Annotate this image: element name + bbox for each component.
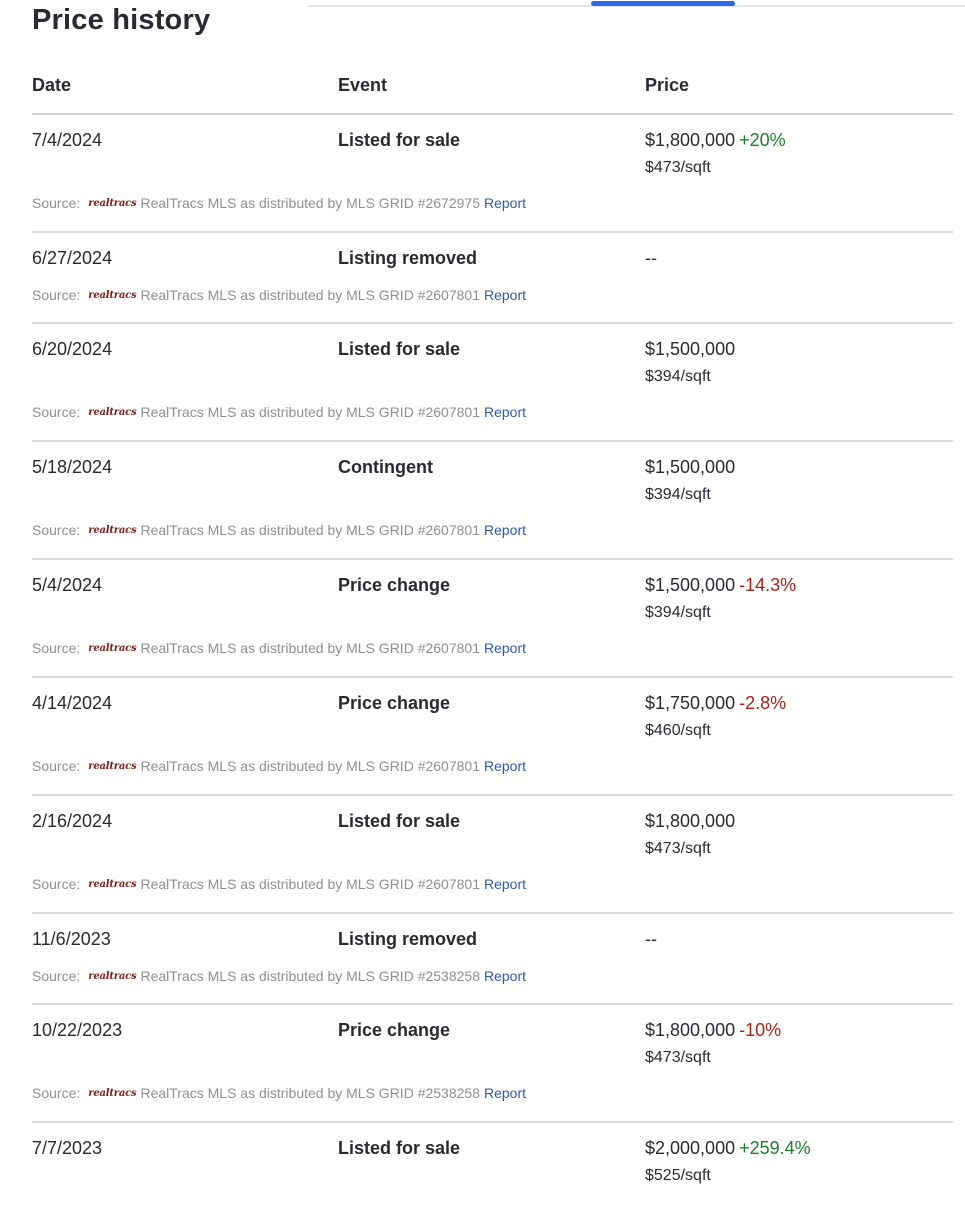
row-price: $1,750,000 <box>645 693 736 713</box>
table-row <box>32 115 953 233</box>
page-title: Price history <box>32 4 211 36</box>
row-event: Listed for sale <box>338 130 461 150</box>
row-price-cell <box>645 575 796 596</box>
row-price: $1,800,000 <box>645 1020 736 1040</box>
row-price-per-sqft: $460/sqft <box>645 722 711 739</box>
report-link[interactable]: Report <box>483 195 527 211</box>
row-date: 2/16/2024 <box>32 811 113 831</box>
row-event: Contingent <box>338 457 433 477</box>
row-date: 7/7/2023 <box>32 1138 103 1158</box>
row-source <box>32 404 526 420</box>
row-source <box>32 195 526 211</box>
row-price-per-sqft: $394/sqft <box>645 486 711 503</box>
row-event: Listing removed <box>338 248 478 268</box>
realtracs-logo-icon: realtracs <box>88 878 137 890</box>
row-date: 10/22/2023 <box>32 1020 123 1040</box>
row-date: 5/18/2024 <box>32 457 113 477</box>
source-prefix: Source: <box>32 640 81 656</box>
row-event: Price change <box>338 693 451 713</box>
row-event: Price change <box>338 1020 451 1040</box>
row-price-per-sqft: $394/sqft <box>645 604 711 621</box>
row-date: 6/27/2024 <box>32 248 113 268</box>
source-text: RealTracs MLS as distributed by MLS GRID #2672975 <box>140 195 480 211</box>
row-price: $1,800,000 <box>645 811 736 831</box>
row-price: $2,000,000 <box>645 1138 736 1158</box>
row-price-change: -14.3% <box>739 575 797 595</box>
row-price: $1,500,000 <box>645 575 736 595</box>
row-event: Listed for sale <box>338 339 461 359</box>
row-price-cell <box>645 1138 811 1159</box>
table-row <box>32 233 953 324</box>
column-header-date: Date <box>32 75 72 95</box>
row-price-cell <box>645 248 657 269</box>
row-price-per-sqft: $473/sqft <box>645 159 711 176</box>
column-header-price: Price <box>645 75 690 95</box>
source-prefix: Source: <box>32 758 81 774</box>
source-text: RealTracs MLS as distributed by MLS GRID #2538258 <box>140 968 480 984</box>
row-price-cell <box>645 1020 781 1041</box>
price-history-table <box>32 60 953 1213</box>
realtracs-logo-icon: realtracs <box>88 197 137 209</box>
source-prefix: Source: <box>32 287 81 303</box>
report-link[interactable]: Report <box>483 640 527 656</box>
source-text: RealTracs MLS as distributed by MLS GRID #2607801 <box>140 758 480 774</box>
row-price: $1,500,000 <box>645 339 736 359</box>
row-source <box>32 758 526 774</box>
source-text: RealTracs MLS as distributed by MLS GRID #2607801 <box>140 876 480 892</box>
realtracs-logo-icon: realtracs <box>88 406 137 418</box>
row-price-cell <box>645 693 786 714</box>
row-date: 5/4/2024 <box>32 575 103 595</box>
row-price: -- <box>645 929 657 949</box>
active-tab-indicator <box>591 1 735 6</box>
source-prefix: Source: <box>32 404 81 420</box>
source-text: RealTracs MLS as distributed by MLS GRID #2607801 <box>140 287 480 303</box>
row-price-per-sqft: $525/sqft <box>645 1167 711 1184</box>
report-link[interactable]: Report <box>483 876 527 892</box>
table-row <box>32 560 953 678</box>
row-source <box>32 640 526 656</box>
row-price-change: -10% <box>739 1020 782 1040</box>
row-price-cell <box>645 929 657 950</box>
row-source <box>32 522 526 538</box>
realtracs-logo-icon: realtracs <box>88 642 137 654</box>
report-link[interactable]: Report <box>483 287 527 303</box>
row-event: Listed for sale <box>338 811 461 831</box>
source-prefix: Source: <box>32 195 81 211</box>
row-price-change: +20% <box>739 130 786 150</box>
row-price-per-sqft: $473/sqft <box>645 840 711 857</box>
row-price: -- <box>645 248 657 268</box>
row-price-change: +259.4% <box>739 1138 811 1158</box>
row-source <box>32 287 526 303</box>
table-row <box>32 442 953 560</box>
row-event: Listed for sale <box>338 1138 461 1158</box>
source-prefix: Source: <box>32 522 81 538</box>
row-price-cell <box>645 130 786 151</box>
table-row <box>32 914 953 1005</box>
realtracs-logo-icon: realtracs <box>88 289 137 301</box>
report-link[interactable]: Report <box>483 1085 527 1101</box>
row-date: 7/4/2024 <box>32 130 103 150</box>
realtracs-logo-icon: realtracs <box>88 524 137 536</box>
row-date: 11/6/2023 <box>32 929 111 949</box>
row-date: 6/20/2024 <box>32 339 113 359</box>
source-text: RealTracs MLS as distributed by MLS GRID #2538258 <box>140 1085 480 1101</box>
realtracs-logo-icon: realtracs <box>88 760 137 772</box>
row-event: Listing removed <box>338 929 478 949</box>
source-text: RealTracs MLS as distributed by MLS GRID #2607801 <box>140 640 480 656</box>
row-price-per-sqft: $394/sqft <box>645 368 711 385</box>
row-price-per-sqft: $473/sqft <box>645 1049 711 1066</box>
row-date: 4/14/2024 <box>32 693 113 713</box>
report-link[interactable]: Report <box>483 758 527 774</box>
row-price: $1,800,000 <box>645 130 736 150</box>
table-row <box>32 1005 953 1123</box>
row-price-cell <box>645 339 735 360</box>
row-price: $1,500,000 <box>645 457 736 477</box>
source-text: RealTracs MLS as distributed by MLS GRID #2607801 <box>140 404 480 420</box>
column-header-event: Event <box>338 75 388 95</box>
report-link[interactable]: Report <box>483 522 527 538</box>
row-source <box>32 968 526 984</box>
row-price-cell <box>645 457 735 478</box>
row-source <box>32 1085 526 1101</box>
source-prefix: Source: <box>32 968 81 984</box>
table-body <box>32 115 953 1213</box>
table-row <box>32 324 953 442</box>
row-price-cell <box>645 811 735 832</box>
row-event: Price change <box>338 575 451 595</box>
table-row <box>32 678 953 796</box>
table-header <box>32 60 953 115</box>
table-row <box>32 796 953 914</box>
source-prefix: Source: <box>32 876 81 892</box>
realtracs-logo-icon: realtracs <box>88 970 137 982</box>
report-link[interactable]: Report <box>483 968 527 984</box>
source-text: RealTracs MLS as distributed by MLS GRID #2607801 <box>140 522 480 538</box>
report-link[interactable]: Report <box>483 404 527 420</box>
realtracs-logo-icon: realtracs <box>88 1087 137 1099</box>
row-price-change: -2.8% <box>739 693 787 713</box>
source-prefix: Source: <box>32 1085 81 1101</box>
row-source <box>32 876 526 892</box>
